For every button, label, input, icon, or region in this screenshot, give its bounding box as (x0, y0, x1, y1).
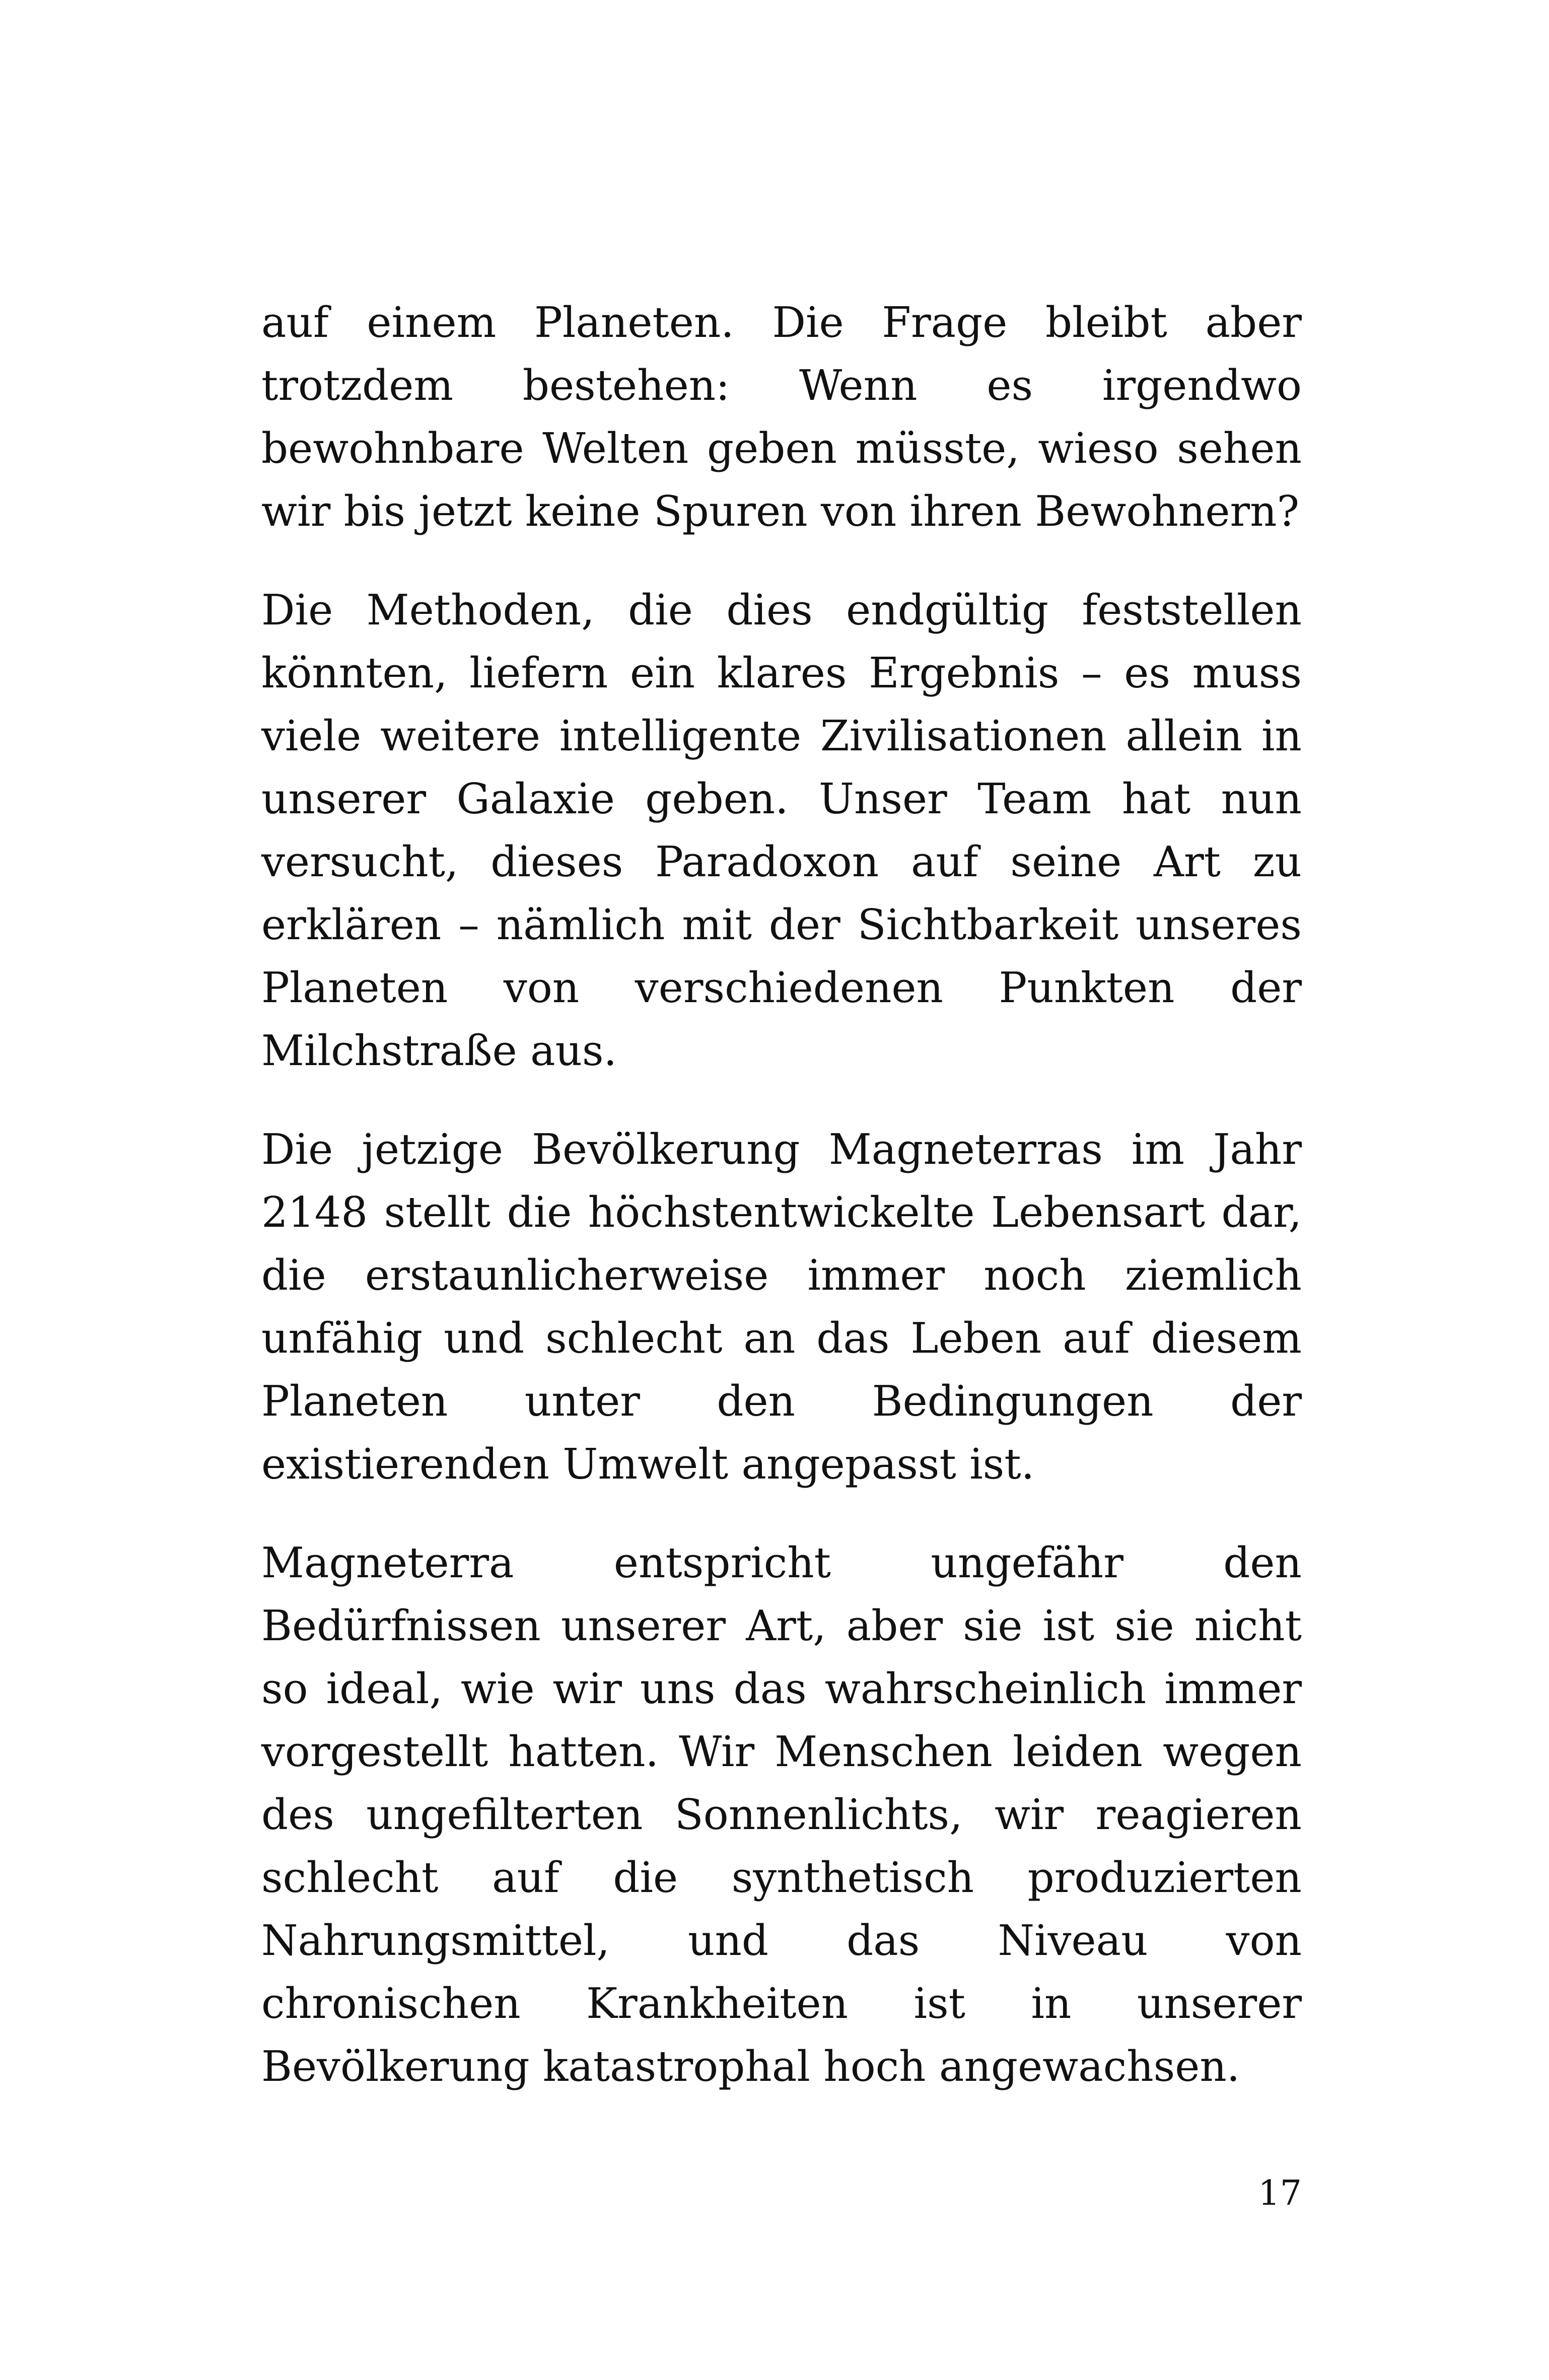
body-text (261, 291, 1302, 2098)
paragraph-3: Die jetzige Bevölkerung Magneterras im Jahr 2148 stellt die höchstentwickelte Lebensart dar, die erstaunlicherweise immer noch ziemlich unfähig und schlecht an das Leben auf diesem Planeten unter den Bedingungen der existierenden Umwelt angepasst ist. (261, 1125, 1302, 1489)
paragraph-2: Die Methoden, die dies endgültig feststellen könnten, liefern ein klares Ergebnis – es muss viele weitere intelligente Zivilisationen allein in unserer Galaxie geben. Unser Team hat nun versucht, dieses Paradoxon auf seine Art zu erklären – nämlich mit der Sichtbarkeit unseres Planeten von verschiedenen Punkten der Milchstraße aus. (261, 586, 1302, 1075)
paragraph-4: Magneterra entspricht ungefähr den Bedürfnissen unserer Art, aber sie ist sie nicht so ideal, wie wir uns das wahrscheinlich immer vorgestellt hatten. Wir Menschen leiden wegen des ungefilterten Sonnenlichts, wir reagieren schlecht auf die synthetisch produzierten Nahrungsmittel, und das Niveau von chronischen Krankheiten ist in unserer Bevölkerung katastrophal hoch angewachsen. (261, 1538, 1302, 2091)
paragraph-1: auf einem Planeten. Die Frage bleibt aber trotzdem bestehen: Wenn es irgendwo bewohnbare Welten geben müsste, wieso sehen wir bis jetzt keine Spuren von ihren Bewohnern? (261, 298, 1302, 536)
page-number: 17 (1258, 2174, 1302, 2213)
